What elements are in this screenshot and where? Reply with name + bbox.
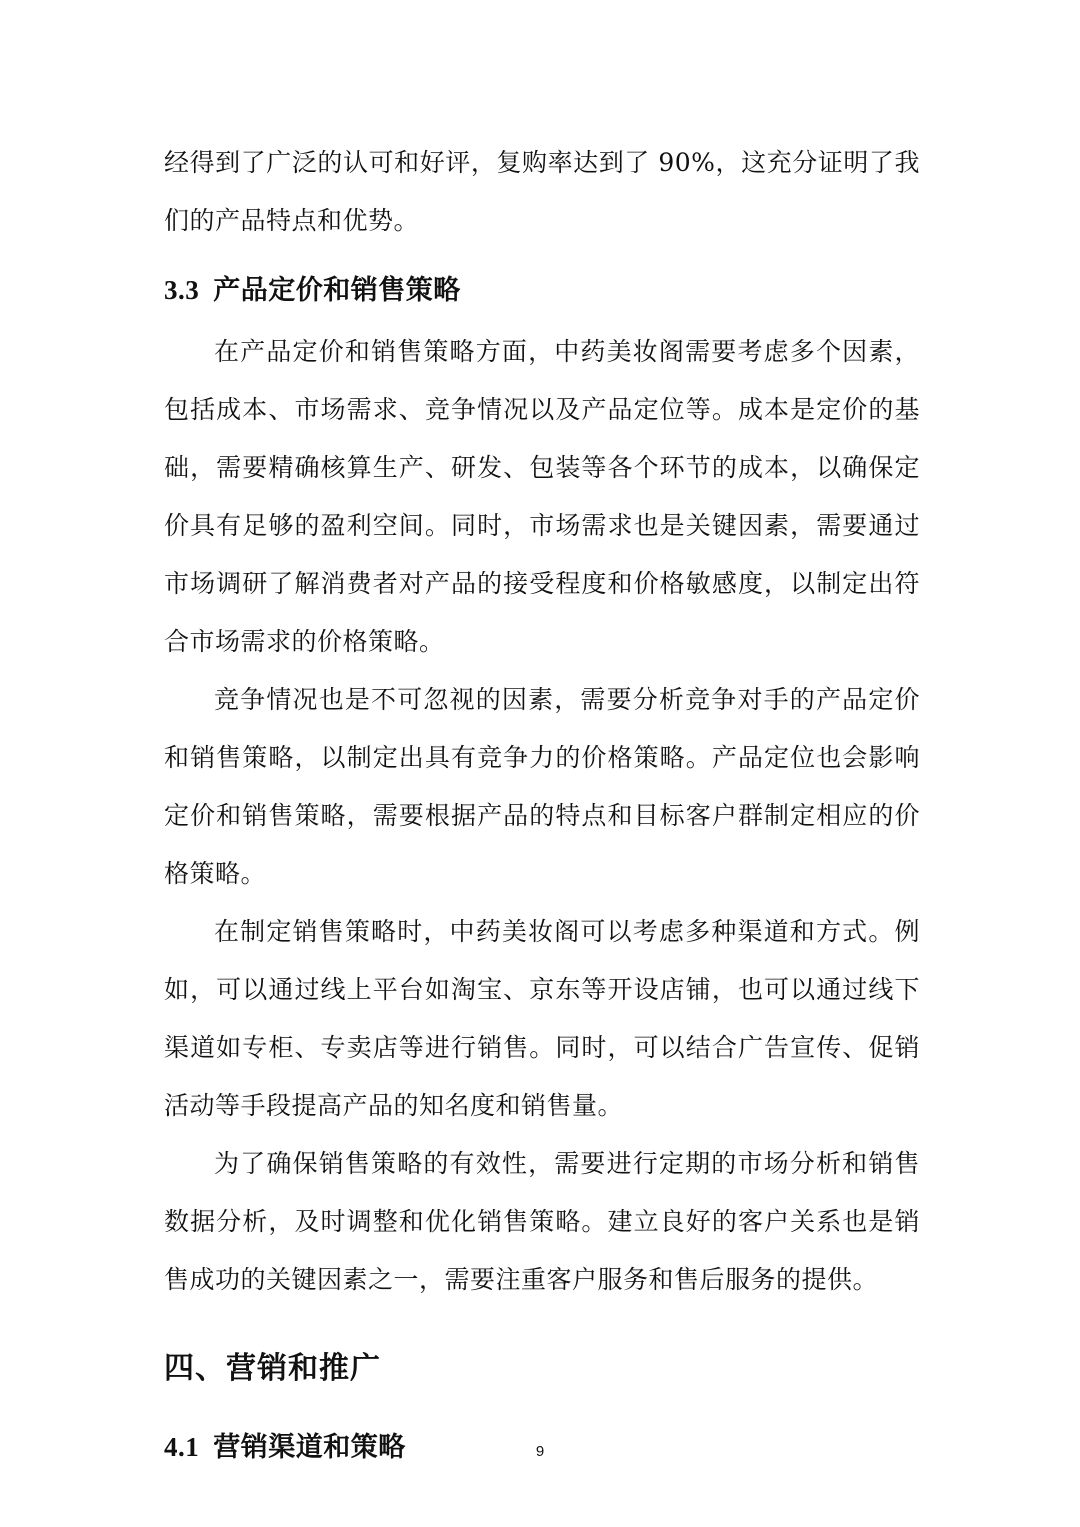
section-number: 3.3 — [164, 275, 200, 305]
paragraph-competition: 竞争情况也是不可忽视的因素，需要分析竞争对手的产品定价和销售策略，以制定出具有竞争力的价格策略。产品定位也会影响定价和销售策略，需要根据产品的特点和目标客户群制定相应的价格策略。 — [164, 685, 920, 888]
paragraph-sales-channels: 在制定销售策略时，中药美妆阁可以考虑多种渠道和方式。例如，可以通过线上平台如淘宝、京东等开设店铺，也可以通过线下渠道如专柜、专卖店等进行销售。同时，可以结合广告宣传、促销活动等手段提高产品的知名度和销售量。 — [164, 917, 920, 1120]
page-number: 9 — [535, 1443, 545, 1460]
section-title: 营销渠道和策略 — [213, 1432, 406, 1463]
paragraph-pricing-factors: 在产品定价和销售策略方面，中药美妆阁需要考虑多个因素，包括成本、市场需求、竞争情况以及产品定位等。成本是定价的基础，需要精确核算生产、研发、包装等各个环节的成本，以确保定价具有足够的盈利空间。同时，市场需求也是关键因素，需要通过市场调研了解消费者对产品的接受程度和价格敏感度，以制定出符合市场需求的价格策略。 — [164, 337, 920, 656]
page-body — [164, 134, 920, 1468]
paragraph-continued: 经得到了广泛的认可和好评，复购率达到了 90%，这充分证明了我们的产品特点和优势。 — [164, 148, 920, 235]
paragraph-effectiveness: 为了确保销售策略的有效性，需要进行定期的市场分析和销售数据分析，及时调整和优化销售策略。建立良好的客户关系也是销售成功的关键因素之一，需要注重客户服务和售后服务的提供。 — [164, 1149, 920, 1294]
section-heading-3-3 — [164, 270, 920, 311]
section-number: 4.1 — [164, 1432, 200, 1462]
chapter-heading-4: 四、营销和推广 — [164, 1351, 381, 1386]
section-title: 产品定价和销售策略 — [213, 275, 461, 306]
